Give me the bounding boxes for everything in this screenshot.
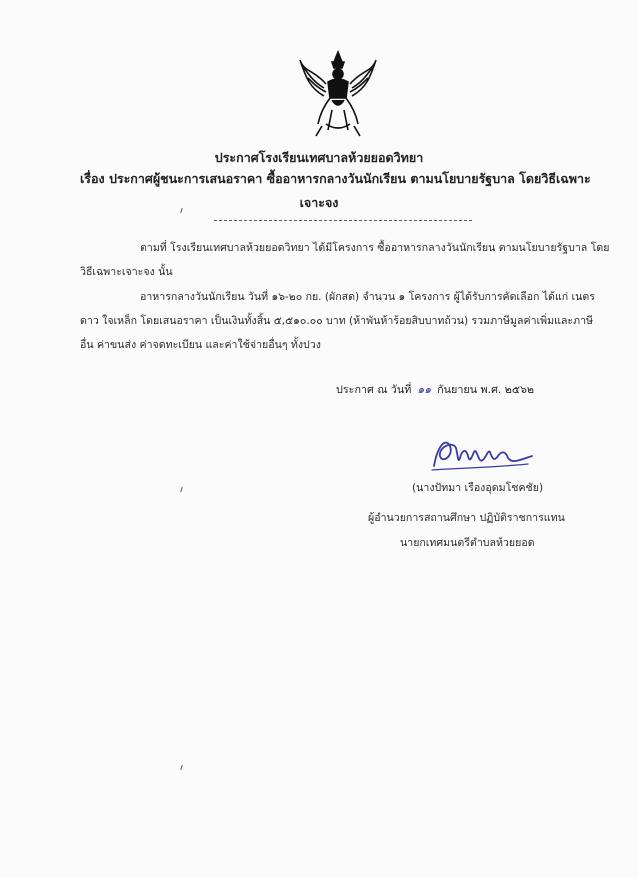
subject-line-2: เจาะจง [299,195,339,210]
paragraph-1-line-2: วิธีเฉพาะเจาะจง นั้น [80,266,173,278]
signer-position: ผู้อำนวยการสถานศึกษา ปฏิบัติราชการแทน [368,512,565,524]
garuda-emblem-icon [296,48,380,140]
date-prefix: ประกาศ ณ วันที่ [336,383,412,396]
paragraph-1-line-1: ตามที่ โรงเรียนเทศบาลห้วยยอดวิทยา ได้มีโครงการ ซื้ออาหารกลางวันนักเรียน ตามนโยบายรัฐบาล โดย [140,242,610,254]
date-month-year: กันยายน พ.ศ. ๒๕๖๒ [437,383,535,396]
divider-rule [214,220,472,221]
date-day-handwritten: ๑๑ [417,383,432,396]
announcement-title: ประกาศโรงเรียนเทศบาลห้วยยอดวิทยา [214,150,424,165]
signer-name: (นางปัทมา เรืองอุดมโชคชัย) [412,482,544,494]
signature-image [428,434,540,476]
paragraph-2-line-2: ดาว ใจเหล็ก โดยเสนอราคา เป็นเงินทั้งสิ้น ๕,๕๑๐.๐๐ บาท (ห้าพันห้าร้อยสิบบาทถ้วน) รวมภาษีมูลค่าเพิ่มและภาษี [80,315,594,327]
paragraph-2-line-1: อาหารกลางวันนักเรียน วันที่ ๑๖-๒๐ กย. (ผักสด) จำนวน ๑ โครงการ ผู้ได้รับการคัดเลือก ได้แก่ เนตร [140,291,595,303]
announcement-date [336,381,534,398]
paragraph-2-line-3: อื่น ค่าขนส่ง ค่าจดทะเบียน และค่าใช้จ่ายอื่นๆ ทั้งปวง [80,339,321,351]
paper-mark [180,765,182,770]
signer-acting-for: นายกเทศมนตรีตำบลห้วยยอด [400,537,535,549]
paper-mark [180,487,182,492]
subject-line-1: เรื่อง ประกาศผู้ชนะการเสนอราคา ซื้ออาหารกลางวันนักเรียน ตามนโยบายรัฐบาล โดยวิธีเฉพาะ [80,171,591,186]
